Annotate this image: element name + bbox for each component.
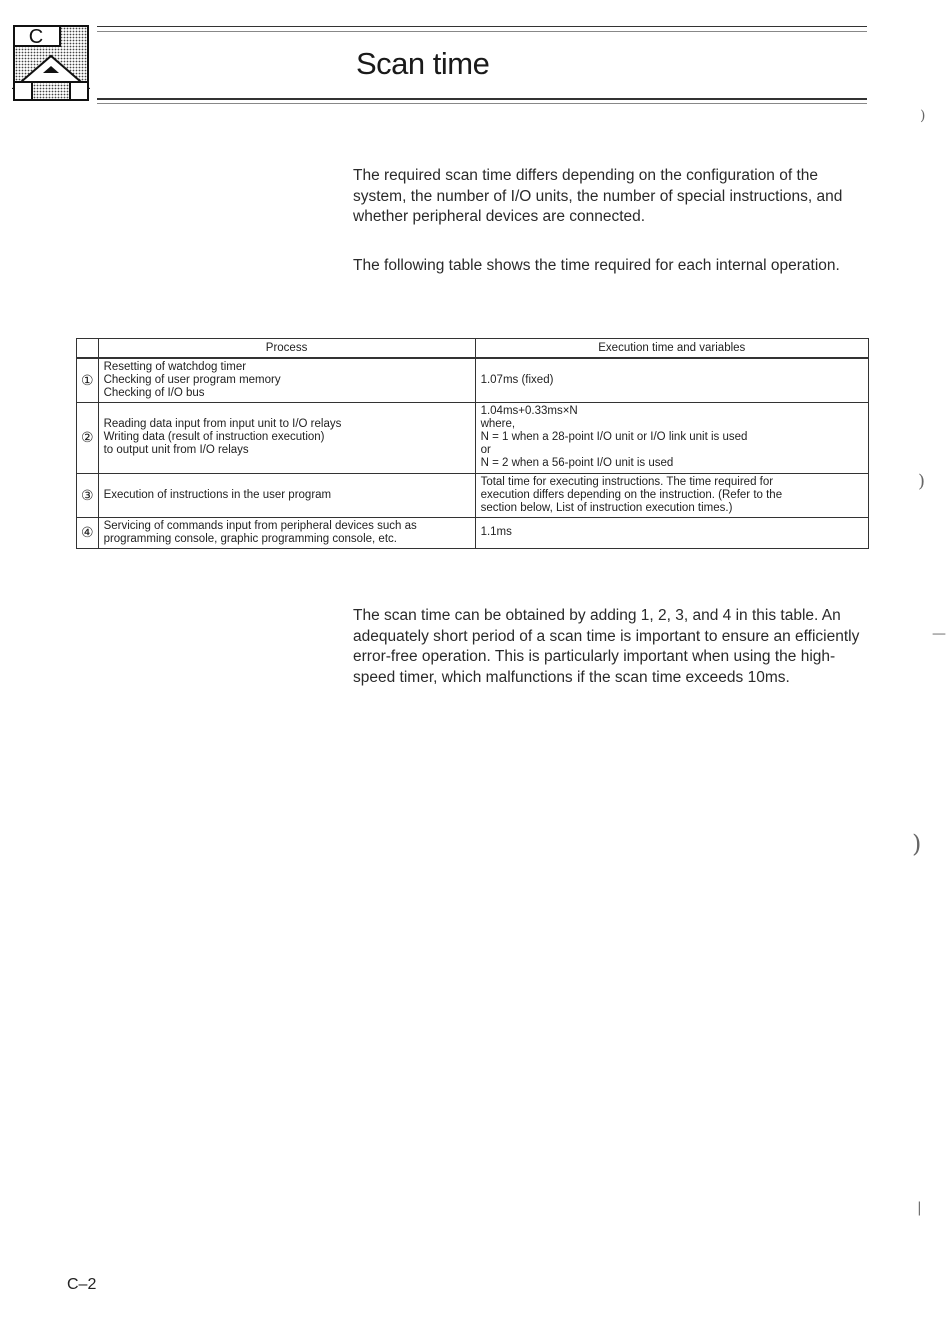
- execution-cell: [475, 402, 868, 473]
- row-number: ③: [77, 473, 99, 517]
- row-number: ①: [77, 358, 99, 402]
- execution-line: where,: [480, 418, 516, 430]
- process-cell: [98, 473, 475, 517]
- execution-cell: [475, 517, 868, 548]
- execution-line: Total time for executing instructions. The time required for: [480, 475, 774, 488]
- execution-line: N = 2 when a 56-point I/O unit is used: [480, 457, 674, 469]
- header-rule-bottom: [97, 98, 867, 100]
- table-row: [77, 358, 869, 402]
- table-row: [77, 473, 869, 517]
- process-line: Execution of instructions in the user program: [103, 488, 332, 501]
- margin-mark: ): [912, 830, 922, 858]
- execution-cell: [475, 473, 868, 517]
- header-process: Process: [98, 339, 475, 359]
- execution-cell: [475, 358, 868, 402]
- header-number-cell: [77, 339, 99, 359]
- table-header-row: [77, 339, 869, 359]
- margin-mark: |: [917, 1200, 922, 1216]
- process-cell: [98, 358, 475, 402]
- margin-mark: ): [918, 471, 926, 492]
- intro-paragraph: The required scan time differs depending on the configuration of the system, the number of I/O units, the number of special instructions, and whether peripheral devices are connected.: [353, 167, 843, 226]
- margin-mark: —: [932, 626, 946, 642]
- table-row: [77, 517, 869, 548]
- execution-line: N = 1 when a 28-point I/O unit or I/O link unit is used: [480, 431, 748, 443]
- table-intro-paragraph: The following table shows the time required for each internal operation.: [353, 257, 840, 274]
- process-line: Resetting of watchdog timer: [103, 360, 247, 373]
- process-line: Checking of I/O bus: [103, 386, 205, 399]
- page-number: C–2: [67, 1276, 97, 1293]
- row-number: ④: [77, 517, 99, 548]
- execution-line: 1.07ms (fixed): [480, 373, 554, 386]
- execution-line: or: [480, 444, 491, 456]
- header-rule-top: [97, 26, 867, 27]
- process-line: programming console, graphic programming console, etc.: [103, 532, 397, 545]
- execution-line: 1.04ms+0.33ms×N: [480, 405, 578, 417]
- header-rule-bottom-thin: [97, 103, 867, 104]
- execution-line: execution differs depending on the instruction. (Refer to the: [480, 488, 783, 501]
- process-line: Reading data input from input unit to I/O relays: [103, 418, 342, 430]
- header-rule-top-thin: [97, 31, 867, 32]
- process-line: Checking of user program memory: [103, 373, 281, 386]
- process-line: Writing data (result of instruction execution): [103, 431, 325, 443]
- process-line: Servicing of commands input from peripheral devices such as: [103, 519, 417, 532]
- margin-mark: ): [920, 108, 926, 124]
- process-line: to output unit from I/O relays: [103, 444, 249, 456]
- section-c-logo: [12, 24, 90, 102]
- scan-time-table: [76, 338, 869, 549]
- table-row: [77, 402, 869, 473]
- header-execution: Execution time and variables: [475, 339, 868, 359]
- process-cell: [98, 402, 475, 473]
- page-title: Scan time: [356, 46, 490, 81]
- summary-paragraph: The scan time can be obtained by adding 1, 2, 3, and 4 in this table. An adequately short period of a scan time is important to ensure an efficiently error-free operation. This is particularly important when using the high-speed timer, which malfunctions if the scan time exceeds 10ms.: [353, 607, 860, 687]
- row-number: ②: [77, 402, 99, 473]
- process-cell: [98, 517, 475, 548]
- execution-line: 1.1ms: [480, 526, 512, 538]
- execution-line: section below, List of instruction execution times.): [480, 501, 733, 514]
- svg-text:C: C: [28, 26, 44, 48]
